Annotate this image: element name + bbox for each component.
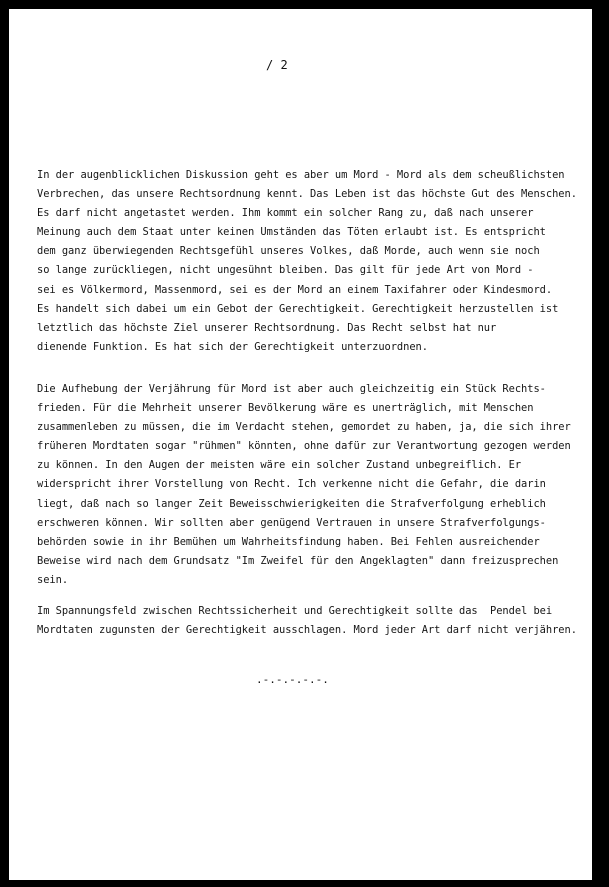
text-line: erschweren können. Wir sollten aber genügend Vertrauen in unsere Strafverfolgungs- xyxy=(37,516,546,529)
text-line: Mordtaten zugunsten der Gerechtigkeit ausschlagen. Mord jeder Art darf nicht verjähren. xyxy=(37,624,577,637)
text-line: frieden. Für die Mehrheit unserer Bevölkerung wäre es unerträglich, mit Menschen xyxy=(37,402,534,415)
paragraph-3 xyxy=(37,602,597,640)
text-line: behörden sowie in ihr Bemühen um Wahrheitsfindung haben. Bei Fehlen ausreichender xyxy=(37,535,540,548)
text-line: zu können. In den Augen der meisten wäre ein solcher Zustand unbegreiflich. Er xyxy=(37,459,522,472)
text-line: dem ganz überwiegenden Rechtsgefühl unseres Volkes, daß Morde, auch wenn sie noch xyxy=(37,245,540,258)
text-line: früheren Mordtaten sogar "rühmen" könnten, ohne dafür zur Verantwortung gezogen werden xyxy=(37,440,571,453)
text-line: sein. xyxy=(37,573,69,586)
text-line: liegt, daß nach so langer Zeit Beweisschwierigkeiten die Strafverfolgung erheblich xyxy=(37,497,546,510)
text-line: Beweise wird nach dem Grundsatz "Im Zweifel für den Angeklagten" dann freizusprechen xyxy=(37,554,559,567)
text-line: Es handelt sich dabei um ein Gebot der Gerechtigkeit. Gerechtigkeit herzustellen ist xyxy=(37,302,559,315)
text-line: letztlich das höchste Ziel unserer Rechtsordnung. Das Recht selbst hat nur xyxy=(37,321,497,334)
text-line: zusammenleben zu müssen, die im Verdacht stehen, gemordet zu haben, ja, die sich ihrer xyxy=(37,421,571,434)
text-line: widerspricht ihrer Vorstellung von Recht. Ich verkenne nicht die Gefahr, die darin xyxy=(37,478,546,491)
paragraph-2 xyxy=(37,380,597,590)
end-mark: .-.-.-.-.-. xyxy=(256,673,329,686)
text-line: Die Aufhebung der Verjährung für Mord ist aber auch gleichzeitig ein Stück Rechts- xyxy=(37,383,546,395)
text-line: dienende Funktion. Es hat sich der Gerechtigkeit unterzuordnen. xyxy=(37,340,428,353)
text-line: sei es Völkermord, Massenmord, sei es der Mord an einem Taxifahrer oder Kindesmord. xyxy=(37,283,553,296)
page-number: / 2 xyxy=(266,58,288,72)
text-line: Es darf nicht angetastet werden. Ihm kommt ein solcher Rang zu, daß nach unserer xyxy=(37,207,534,220)
text-line: In der augenblicklichen Diskussion geht es aber um Mord - Mord als dem scheußlichsten xyxy=(37,169,565,181)
paragraph-1 xyxy=(37,166,597,357)
text-line: Meinung auch dem Staat unter keinen Umständen das Töten erlaubt ist. Es entspricht xyxy=(37,226,546,239)
text-line: so lange zurückliegen, nicht ungesühnt bleiben. Das gilt für jede Art von Mord - xyxy=(37,264,534,277)
text-line: Verbrechen, das unsere Rechtsordnung kennt. Das Leben ist das höchste Gut des Menschen. xyxy=(37,188,577,201)
text-line: Im Spannungsfeld zwischen Rechtssicherheit und Gerechtigkeit sollte das Pendel bei xyxy=(37,605,553,617)
